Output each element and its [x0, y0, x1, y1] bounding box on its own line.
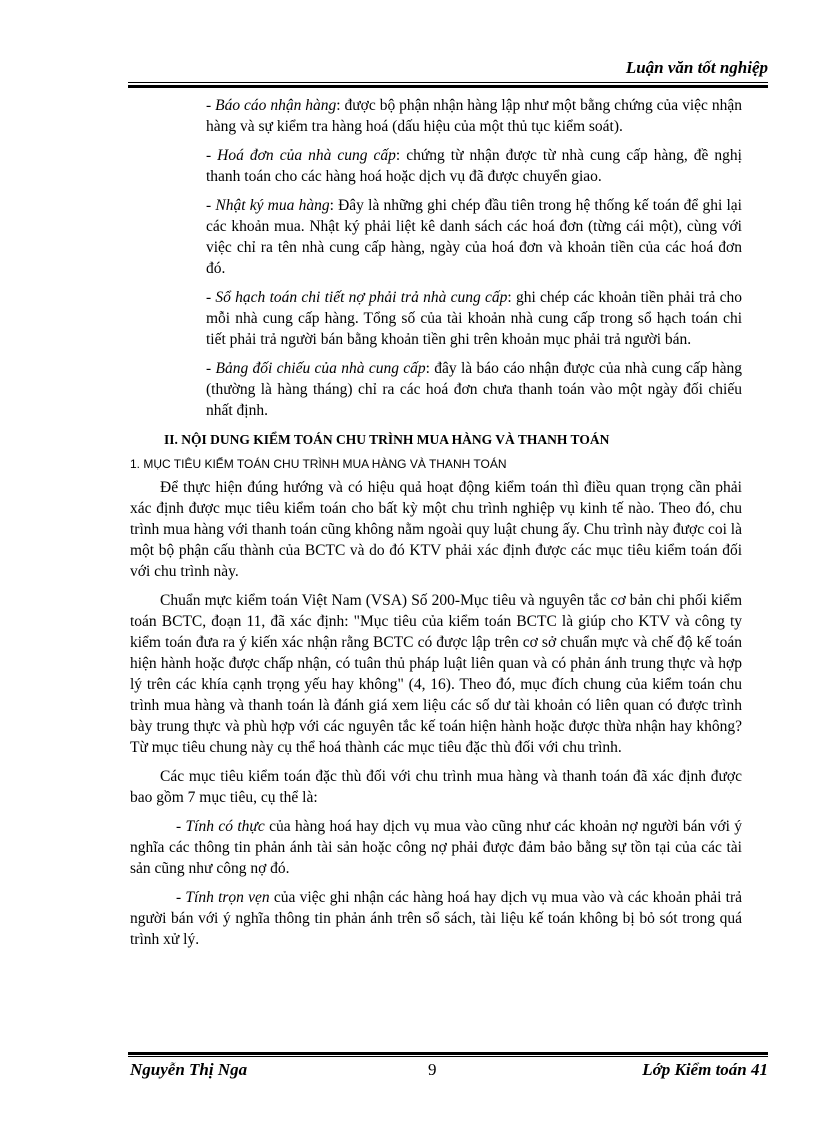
list-item	[130, 95, 742, 137]
list-item	[130, 358, 742, 421]
objective-text: của hàng hoá hay dịch vụ mua vào cũng như các khoản nợ người bán với ý nghĩa các thông tin phản ánh tài sản hoặc công nợ phải được đảm bảo bằng sự tồn tại của các tài sản cũng như công nợ đó.	[130, 818, 743, 877]
page-content	[130, 95, 742, 958]
item-term: - Báo cáo nhận hàng	[206, 97, 337, 114]
paragraph: Chuẩn mực kiểm toán Việt Nam (VSA) Số 200-Mục tiêu và nguyên tắc cơ bản chi phối kiểm toán BCTC, đoạn 11, đã xác định: "Mục tiêu của kiểm toán BCTC là giúp cho KTV và công ty kiểm toán đưa ra ý kiến xác nhận rằng BCTC có được lập trên cơ sở chuẩn mực và chế độ kế toán hiện hành hoặc được chấp nhận, có tuân thủ pháp luật liên quan và có phản ánh trung thực và hợp lý trên các khía cạnh trọng yếu hay không" (4, 16). Theo đó, mục đích chung của kiểm toán chu trình mua hàng và thanh toán là đánh giá xem liệu các số dư tài khoản có liên quan có được trình bày trung thực và phù hợp với các nguyên tắc kế toán hiện hành hoặc được thừa nhận hay không? Từ mục tiêu chung này cụ thể hoá thành các mục tiêu đặc thù đối với chu trình.	[130, 592, 742, 756]
item-term: - Sổ hạch toán chi tiết nợ phải trả nhà cung cấp	[206, 289, 508, 306]
item-text: : ghi chép các khoản tiền phải trả cho mỗi nhà cung cấp hàng. Tổng số của tài khoản nhà cung cấp trong sổ hạch toán chi tiết phải trả người bán bằng khoản tiền ghi trên khoản mục phải trả người bán.	[206, 289, 743, 348]
footer-rule	[128, 1056, 768, 1057]
item-text: : Đây là những ghi chép đầu tiên trong hệ thống kế toán để ghi lại các khoản mua. Nhật ký phải liệt kê danh sách các hoá đơn (từng cái một), cùng với việc chỉ ra tên nhà cung cấp hàng, ngày của hoá đơn và khoản tiền của các hoá đơn đó.	[206, 197, 742, 277]
item-term: - Bảng đối chiếu của nhà cung cấp	[206, 360, 426, 377]
list-item	[130, 287, 742, 350]
header-title: Luận văn tốt nghiệp	[625, 58, 768, 77]
page-number: 9	[428, 1060, 437, 1079]
footer-class: Lớp Kiểm toán 41	[642, 1060, 768, 1079]
objective-text: của việc ghi nhận các hàng hoá hay dịch vụ mua vào và các khoản phải trả người bán với ý nghĩa thông tin phản ánh trên sổ sách, tài liệu kế toán không bị bỏ sót trong quá trình xử lý.	[130, 889, 742, 948]
item-term: - Hoá đơn của nhà cung cấp	[206, 147, 396, 164]
item-text: : đây là báo cáo nhận được của nhà cung cấp hàng (thường là hàng tháng) chỉ ra các hoá đơn chưa thanh toán vào một ngày đối chiếu nhất định.	[206, 360, 743, 419]
paragraph: Các mục tiêu kiểm toán đặc thù đối với chu trình mua hàng và thanh toán đã xác định được bao gồm 7 mục tiêu, cụ thể là:	[130, 768, 742, 806]
list-item	[130, 195, 742, 279]
header-rule	[128, 82, 768, 83]
footer-author: Nguyễn Thị Nga	[130, 1060, 248, 1079]
item-term: - Nhật ký mua hàng	[206, 197, 330, 214]
objective-item	[130, 816, 742, 879]
list-item	[130, 145, 742, 187]
section-heading: II. NỘI DUNG KIỂM TOÁN CHU TRÌNH MUA HÀNG VÀ THANH TOÁN	[164, 432, 610, 447]
item-text: : được bộ phận nhận hàng lập như một bằng chứng của việc nhận hàng và sự kiểm tra hàng hoá (dấu hiệu của một thủ tục kiểm soát).	[206, 97, 742, 135]
paragraph: Để thực hiện đúng hướng và có hiệu quả hoạt động kiểm toán thì điều quan trọng cần phải xác định được mục tiêu kiểm toán cho bất kỳ một chu trình nghiệp vụ kinh tế nào. Theo đó, chu trình mua hàng với thanh toán cũng không nằm ngoài quy luật chung ấy. Chu trình này được coi là một bộ phận cấu thành của BCTC và do đó KTV phải xác định được các mục tiêu kiểm toán đối với chu trình này.	[130, 479, 742, 580]
objective-term: - Tính trọn vẹn	[176, 889, 270, 906]
header-rule-thick	[128, 85, 768, 88]
objective-term: - Tính có thực	[176, 818, 265, 835]
footer-rule-thick	[128, 1052, 768, 1055]
subheading: 1. MỤC TIÊU KIỂM TOÁN CHU TRÌNH MUA HÀNG VÀ THANH TOÁN	[130, 457, 507, 471]
objective-item	[130, 887, 742, 950]
item-text: : chứng từ nhận được từ nhà cung cấp hàng, đề nghị thanh toán cho các hàng hoá hoặc dịch vụ đã được chuyển giao.	[206, 147, 742, 185]
